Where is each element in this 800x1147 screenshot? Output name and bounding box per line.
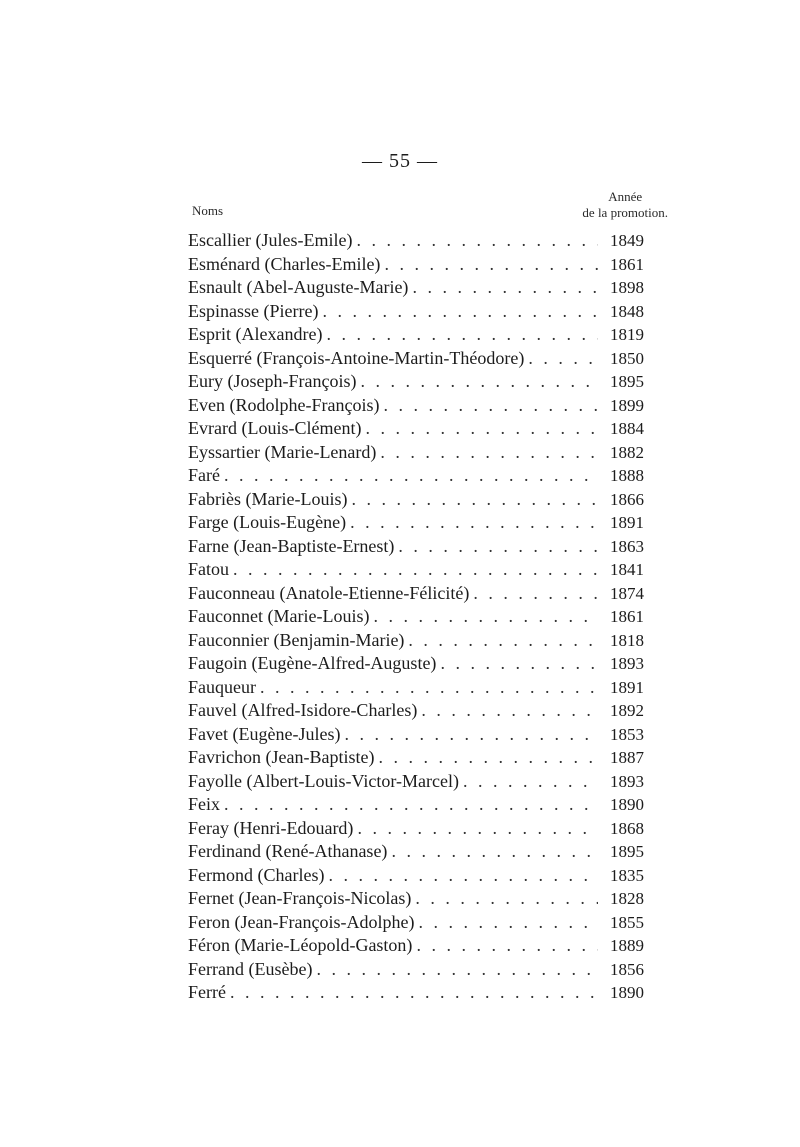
entry-name: Favrichon (Jean-Baptiste) — [188, 747, 375, 767]
entry-name: Fatou — [188, 559, 230, 579]
list-item — [188, 347, 644, 371]
list-item — [188, 887, 644, 911]
list-item — [188, 934, 644, 958]
entry-year: 1841 — [610, 560, 644, 579]
list-item — [188, 652, 644, 676]
list-item — [188, 723, 644, 747]
entry-name: Fauconnier (Benjamin-Marie) — [188, 629, 405, 650]
dot-leader — [416, 934, 598, 958]
entry-name: Eury (Joseph-François) — [188, 371, 357, 391]
dot-leader — [357, 817, 598, 841]
entry-year: 1855 — [610, 912, 644, 932]
entry-year: 1861 — [610, 254, 644, 274]
dot-leader — [440, 652, 598, 676]
entry-year: 1898 — [610, 278, 644, 297]
year-header-line2: de la promotion. — [582, 205, 668, 220]
list-item — [188, 417, 644, 441]
year-column-header — [582, 189, 668, 221]
entry-year: 1892 — [610, 701, 644, 720]
dot-leader — [316, 958, 598, 982]
entry-year: 1884 — [610, 419, 644, 438]
dot-leader — [384, 253, 598, 277]
dot-leader — [408, 629, 598, 653]
entry-name: Esquerré (François-Antoine-Martin-Théodore) — [188, 347, 525, 368]
list-item — [188, 605, 644, 629]
list-item — [188, 958, 644, 982]
entry-year: 1848 — [610, 301, 644, 321]
entry-name: Faré — [188, 465, 220, 485]
dot-leader — [260, 676, 598, 700]
entry-year: 1819 — [610, 325, 644, 344]
list-item — [188, 770, 644, 794]
entry-name: Feron (Jean-François-Adolphe) — [188, 911, 415, 932]
dot-leader — [326, 323, 598, 347]
entry-name: Feix — [188, 794, 221, 814]
dot-leader — [473, 582, 598, 606]
dot-leader — [412, 276, 598, 300]
dot-leader — [418, 911, 598, 935]
dot-leader — [383, 394, 598, 418]
entry-name: Even (Rodolphe-François) — [188, 394, 380, 415]
entry-year: 1853 — [610, 724, 644, 744]
list-item — [188, 370, 644, 394]
entry-year: 1850 — [610, 348, 644, 368]
dot-leader — [328, 864, 598, 888]
year-header-line1: Année — [608, 189, 643, 204]
list-item — [188, 817, 644, 841]
list-item — [188, 699, 644, 723]
list-item — [188, 488, 644, 512]
dot-leader — [378, 746, 598, 770]
dot-leader — [391, 840, 598, 864]
entry-name: Ferrand (Eusèbe) — [188, 958, 313, 979]
entry-year: 1889 — [610, 936, 644, 955]
entry-year: 1849 — [610, 231, 644, 250]
dot-leader — [373, 605, 598, 629]
list-item — [188, 464, 644, 488]
names-column-header: Noms — [192, 203, 224, 218]
entry-name: Fauvel (Alfred-Isidore-Charles) — [188, 700, 418, 720]
list-item — [188, 746, 644, 770]
dot-leader — [322, 300, 598, 324]
list-item — [188, 629, 644, 653]
entry-name: Eyssartier (Marie-Lenard) — [188, 441, 377, 462]
dot-leader — [230, 981, 598, 1005]
entry-name: Feray (Henri-Edouard) — [188, 817, 354, 838]
entry-year: 1893 — [610, 771, 644, 791]
list-item — [188, 229, 644, 253]
entry-name: Fabriès (Marie-Louis) — [188, 488, 348, 509]
entry-name: Fayolle (Albert-Louis-Victor-Marcel) — [188, 770, 459, 791]
dot-leader — [421, 699, 598, 723]
entry-name: Escallier (Jules-Emile) — [188, 230, 353, 250]
list-item — [188, 253, 644, 277]
list-item — [188, 535, 644, 559]
dot-leader — [224, 793, 598, 817]
entry-name: Farne (Jean-Baptiste-Ernest) — [188, 535, 395, 556]
entry-name: Fauconnet (Marie-Louis) — [188, 606, 370, 626]
entry-year: 1899 — [610, 395, 644, 415]
entry-name: Espinasse (Pierre) — [188, 300, 319, 321]
dot-leader — [224, 464, 598, 488]
dot-leader — [233, 558, 598, 582]
entry-year: 1895 — [610, 372, 644, 391]
dot-leader — [344, 723, 598, 747]
dot-leader — [356, 229, 598, 253]
dot-leader — [380, 441, 598, 465]
entry-year: 1861 — [610, 607, 644, 626]
dot-leader — [360, 370, 598, 394]
entry-year: 1868 — [610, 818, 644, 838]
entry-name: Esménard (Charles-Emile) — [188, 253, 381, 274]
entry-name: Fauqueur — [188, 676, 256, 697]
entry-year: 1818 — [610, 630, 644, 650]
entry-name: Favet (Eugène-Jules) — [188, 723, 341, 744]
dot-leader — [398, 535, 598, 559]
entry-year: 1891 — [610, 513, 644, 532]
list-item — [188, 864, 644, 888]
dot-leader — [350, 511, 598, 535]
entry-year: 1890 — [610, 983, 644, 1002]
list-item — [188, 676, 644, 700]
entry-name: Esprit (Alexandre) — [188, 324, 323, 344]
entry-year: 1888 — [610, 466, 644, 485]
list-item — [188, 558, 644, 582]
dot-leader — [528, 347, 598, 371]
entry-name: Esnault (Abel-Auguste-Marie) — [188, 277, 409, 297]
list-item — [188, 981, 644, 1005]
list-item — [188, 582, 644, 606]
entry-year: 1874 — [610, 583, 644, 603]
entry-name: Fauconneau (Anatole-Etienne-Félicité) — [188, 582, 470, 603]
entry-name: Ferré — [188, 982, 226, 1002]
list-item — [188, 300, 644, 324]
entry-name: Farge (Louis-Eugène) — [188, 512, 347, 532]
dot-leader — [351, 488, 598, 512]
list-item — [188, 441, 644, 465]
entry-year: 1890 — [610, 795, 644, 814]
list-item — [188, 911, 644, 935]
list-item — [188, 793, 644, 817]
entry-name: Ferdinand (René-Athanase) — [188, 841, 388, 861]
page-number: — 55 — — [362, 150, 438, 172]
entry-year: 1828 — [610, 889, 644, 908]
entry-year: 1891 — [610, 677, 644, 697]
dot-leader — [463, 770, 598, 794]
entry-year: 1895 — [610, 842, 644, 861]
entry-year: 1882 — [610, 442, 644, 462]
list-item — [188, 511, 644, 535]
entry-year: 1863 — [610, 536, 644, 556]
entry-year: 1835 — [610, 865, 644, 885]
entry-name: Féron (Marie-Léopold-Gaston) — [188, 935, 413, 955]
list-item — [188, 394, 644, 418]
entry-year: 1887 — [610, 748, 644, 767]
entry-year: 1866 — [610, 489, 644, 509]
dot-leader — [365, 417, 598, 441]
entries-list — [188, 229, 644, 1005]
entry-name: Fermond (Charles) — [188, 864, 325, 885]
entry-name: Faugoin (Eugène-Alfred-Auguste) — [188, 653, 437, 673]
list-item — [188, 323, 644, 347]
list-item — [188, 276, 644, 300]
entry-name: Evrard (Louis-Clément) — [188, 418, 362, 438]
entry-name: Fernet (Jean-François-Nicolas) — [188, 888, 412, 908]
entry-year: 1893 — [610, 654, 644, 673]
list-item — [188, 840, 644, 864]
entry-year: 1856 — [610, 959, 644, 979]
dot-leader — [415, 887, 598, 911]
